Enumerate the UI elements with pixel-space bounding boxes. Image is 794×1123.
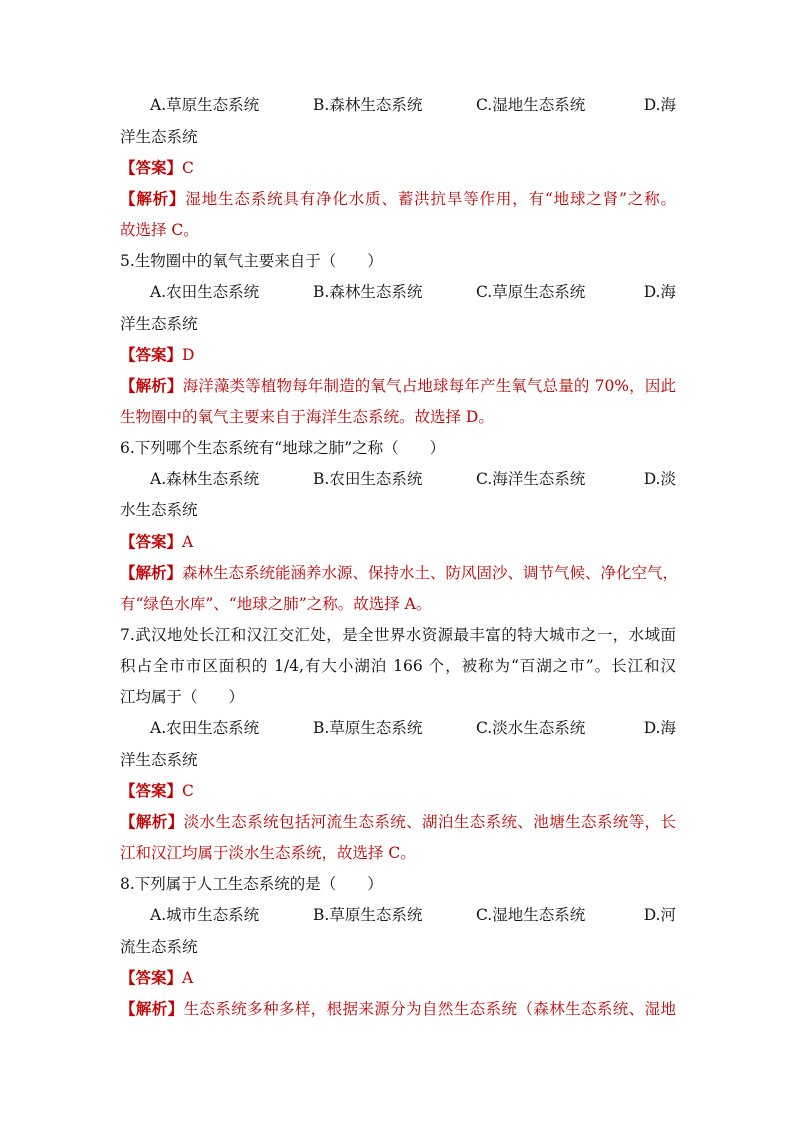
option-c: C.海洋生态系统 bbox=[476, 470, 586, 488]
option-a: A.草原生态系统 bbox=[150, 96, 260, 114]
answer-label: 【答案】 bbox=[120, 532, 183, 551]
option-d: D.海 bbox=[643, 283, 676, 301]
option-d: D.海 bbox=[643, 719, 676, 737]
options-row bbox=[150, 903, 676, 927]
option-wrap: 洋生态系统 bbox=[120, 128, 198, 146]
option-d: D.海 bbox=[643, 96, 676, 114]
answer-label: 【答案】 bbox=[120, 345, 183, 364]
question-text: 6.下列哪个生态系统有“地球之肺”之称（ ） bbox=[120, 439, 446, 457]
option-b: B.森林生态系统 bbox=[313, 283, 423, 301]
question-text: 积占全市市区面积的 1/4,有大小湖泊 166 个，被称为“百湖之市”。长江和汉 bbox=[120, 657, 676, 675]
answer-line bbox=[120, 156, 676, 180]
answer-line bbox=[120, 966, 676, 990]
option-b: B.农田生态系统 bbox=[313, 470, 423, 488]
options-row bbox=[150, 467, 676, 491]
option-b: B.草原生态系统 bbox=[313, 719, 423, 737]
analysis-text: 故选择 C。 bbox=[120, 221, 199, 239]
answer-value: D bbox=[182, 346, 195, 364]
analysis-text: 海洋藻类等植物每年制造的氧气占地球每年产生氧气总量的 70%，因此 bbox=[182, 377, 676, 395]
answer-value: A bbox=[182, 533, 194, 551]
option-wrap: 洋生态系统 bbox=[120, 751, 198, 769]
option-a: A.森林生态系统 bbox=[150, 470, 260, 488]
options-row bbox=[150, 93, 676, 117]
answer-line bbox=[120, 779, 676, 803]
option-c: C.湿地生态系统 bbox=[476, 96, 586, 114]
option-a: A.农田生态系统 bbox=[150, 719, 260, 737]
option-c: C.淡水生态系统 bbox=[476, 719, 586, 737]
analysis-text: 生态系统多种多样，根据来源分为自然生态系统（森林生态系统、湿地 bbox=[183, 1000, 676, 1018]
answer-label: 【答案】 bbox=[120, 781, 183, 800]
option-a: A.农田生态系统 bbox=[150, 283, 260, 301]
analysis-line bbox=[120, 561, 679, 585]
analysis-label: 【解析】 bbox=[120, 999, 184, 1018]
analysis-line bbox=[120, 997, 676, 1021]
analysis-line bbox=[120, 810, 676, 834]
option-b: B.草原生态系统 bbox=[313, 906, 423, 924]
analysis-text: 江和汉江均属于淡水生态系统，故选择 C。 bbox=[120, 844, 416, 862]
answer-label: 【答案】 bbox=[120, 968, 183, 987]
analysis-label: 【解析】 bbox=[120, 563, 183, 582]
question-text: 江均属于（ ） bbox=[120, 688, 245, 706]
question-text: 7.武汉地处长江和汉江交汇处，是全世界水资源最丰富的特大城市之一，水域面 bbox=[120, 626, 676, 644]
option-d: D.淡 bbox=[643, 470, 676, 488]
answer-line bbox=[120, 343, 676, 367]
answer-value: C bbox=[182, 782, 194, 800]
answer-line bbox=[120, 530, 676, 554]
analysis-label: 【解析】 bbox=[120, 376, 183, 395]
option-a: A.城市生态系统 bbox=[150, 906, 260, 924]
analysis-text: 生物圈中的氧气主要来自于海洋生态系统。故选择 D。 bbox=[120, 408, 494, 426]
answer-value: C bbox=[182, 159, 194, 177]
option-d: D.河 bbox=[643, 906, 676, 924]
analysis-text: 森林生态系统能涵养水源、保持水土、防风固沙、调节气候、净化空气， bbox=[182, 564, 679, 582]
question-text: 5.生物圈中的氧气主要来自于（ ） bbox=[120, 252, 383, 270]
answer-value: A bbox=[182, 969, 194, 987]
analysis-label: 【解析】 bbox=[120, 189, 186, 208]
options-row bbox=[150, 716, 676, 740]
answer-label: 【答案】 bbox=[120, 158, 183, 177]
option-c: C.湿地生态系统 bbox=[476, 906, 586, 924]
option-wrap: 水生态系统 bbox=[120, 501, 198, 519]
option-wrap: 流生态系统 bbox=[120, 938, 198, 956]
options-row bbox=[150, 280, 676, 304]
option-c: C.草原生态系统 bbox=[476, 283, 586, 301]
analysis-line bbox=[120, 187, 676, 211]
analysis-text: 湿地生态系统具有净化水质、蓄洪抗旱等作用，有“地球之肾”之称。 bbox=[185, 190, 676, 208]
analysis-text: 有“绿色水库”、“地球之肺”之称。故选择 A。 bbox=[120, 595, 432, 613]
question-text: 8.下列属于人工生态系统的是（ ） bbox=[120, 875, 383, 893]
analysis-text: 淡水生态系统包括河流生态系统、湖泊生态系统、池塘生态系统等，长 bbox=[183, 813, 676, 831]
analysis-line bbox=[120, 374, 676, 398]
option-wrap: 洋生态系统 bbox=[120, 315, 198, 333]
analysis-label: 【解析】 bbox=[120, 812, 184, 831]
option-b: B.森林生态系统 bbox=[313, 96, 423, 114]
